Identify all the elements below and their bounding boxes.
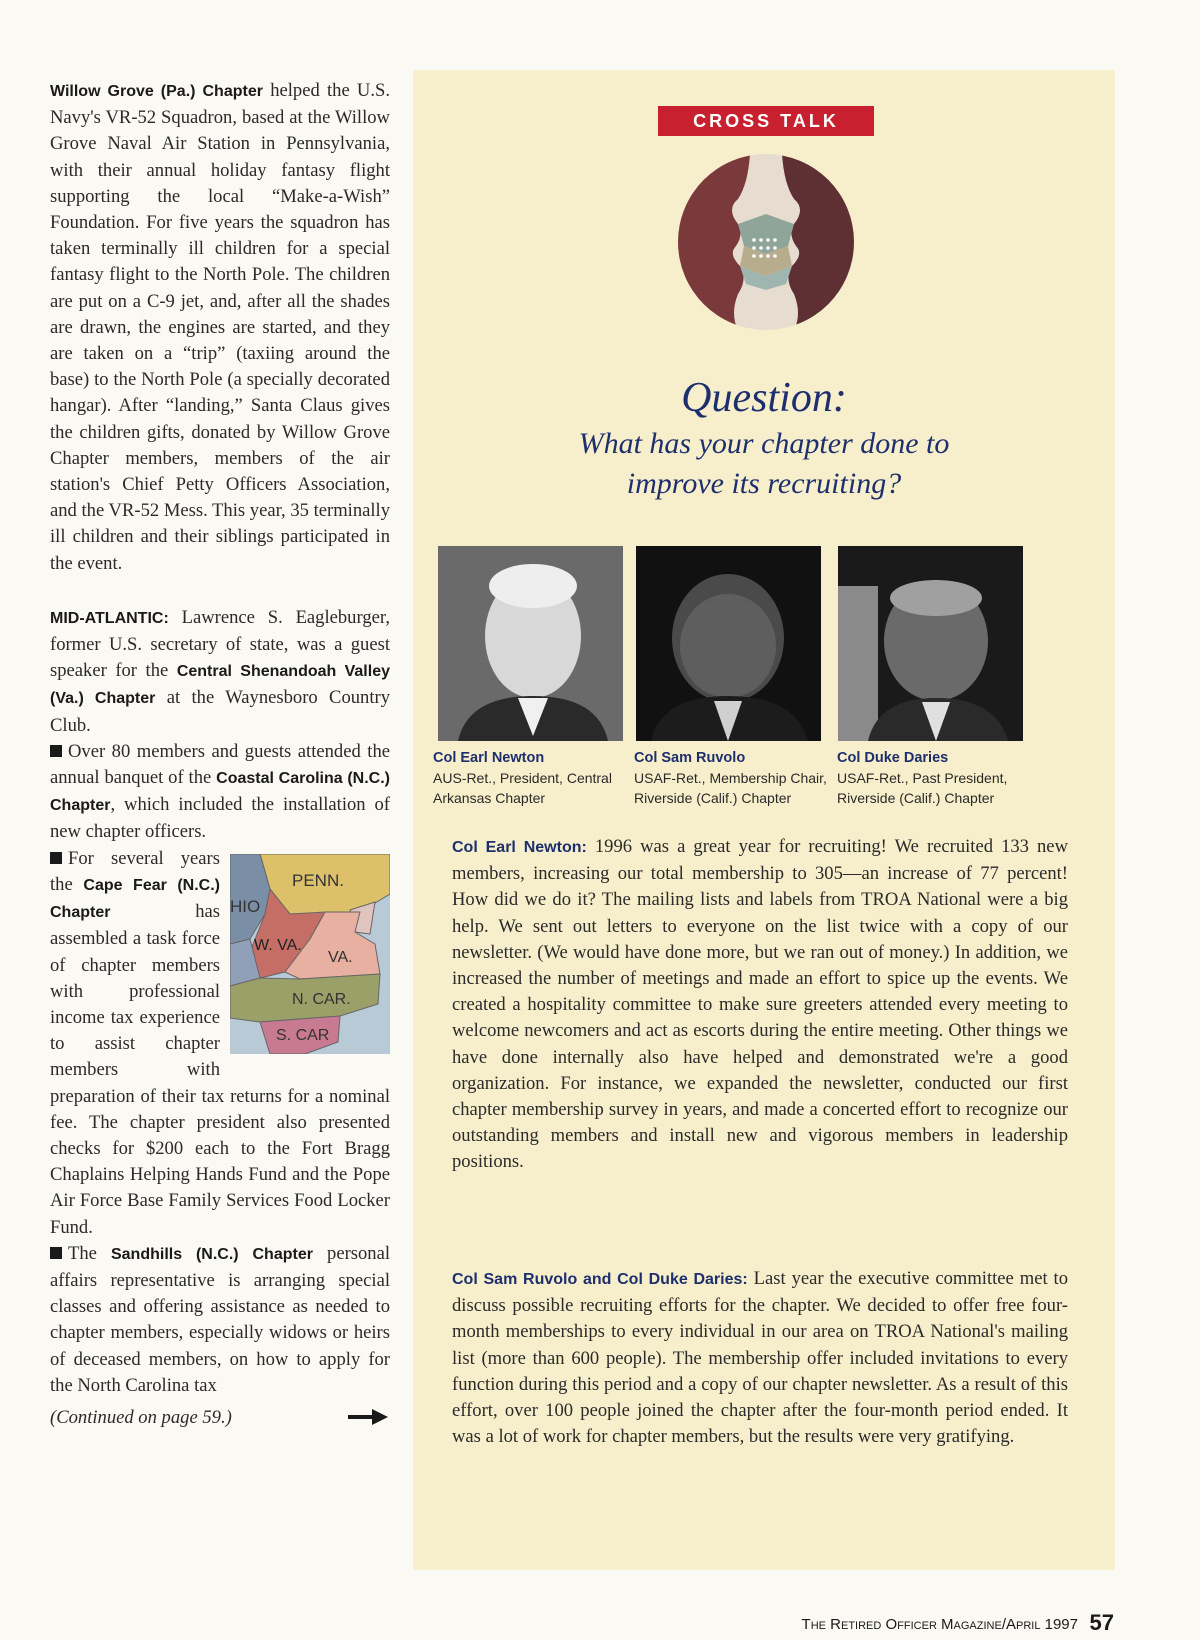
paragraph-text: personal affairs representative is arranging special classes and offering assistance as needed to chapter members, especially widows or heirs of deceased members, on how to apply for the North Carolina tax [50,1242,391,1396]
person-name: Col Duke Daries [837,750,949,766]
regional-map [230,854,390,1054]
person-chapter: Riverside (Calif.) Chapter [837,790,995,806]
arrow-right-icon [348,1409,388,1425]
bullet-square-icon [50,852,62,864]
person-chapter: Riverside (Calif.) Chapter [634,790,792,806]
caption-ruvolo [634,748,834,808]
chapter-name: Cape Fear (N.C.) Chapter [50,876,220,922]
question-line: What has your chapter done to [578,427,950,460]
continued-note [50,1405,390,1431]
map-label: VA. [328,948,353,966]
sandhills-paragraph [50,1241,390,1399]
chapter-name: Coastal Carolina (N.C.) Chapter [50,770,390,815]
portrait-photo-daries [838,546,1023,741]
map-label: S. CAR [276,1026,330,1044]
question-title: Question: [681,375,847,421]
paragraph-text: has assembled a task force of chapter members with professional income tax experience to assist chapter members with preparation of their tax returns for a nominal fee. The chapter president also presented checks for $200 each to the Fort Bragg Chaplains Helping Hands Fund and the Pope Air Force Base Family Services Food Locker Fund. [50,901,390,1238]
section-label: CROSS TALK [658,106,874,136]
caption-newton [433,748,633,808]
running-footer: The Retired Officer Magazine/April 1997 [801,1616,1078,1633]
region-heading: MID-ATLANTIC: [50,609,169,627]
bullet-square-icon [50,1247,62,1259]
paragraph-text: The [68,1242,111,1264]
question-text [413,424,1115,504]
person-title: AUS-Ret., President, Central [433,770,612,786]
answer-speaker: Col Earl Newton: [452,839,587,856]
person-chapter: Arkansas Chapter [433,790,546,806]
cross-talk-panel [413,70,1115,1570]
answer-text: Last year the executive committee met to discuss possible recruiting efforts for the chapter. We decided to offer free four-month memberships to every individual in our area on TROA National's mailing list (more than 600 people). The membership offer included invitations to every function during this period and a copy of our chapter newsletter. As a result of this effort, over 100 people joined the chapter after the four-month period ended. It was a lot of work for chapter members, but the results were very gratifying. [452,1268,1068,1448]
paragraph-text: For several years the [50,847,220,895]
portrait-photo-newton [438,546,623,741]
continued-text: (Continued on page 59.) [50,1406,232,1428]
mid-atlantic-paragraph [50,605,390,739]
chapter-name: Sandhills (N.C.) Chapter [110,1245,313,1263]
map-label: N. CAR. [292,990,351,1008]
paragraph-text: at the Waynesboro Country Club. [50,687,390,736]
cape-fear-paragraph [50,846,390,1241]
paragraph-text: helped the U.S. Navy's VR-52 Squadron, based at the Willow Grove Naval Air Station in Pennsylvania, with their annual holiday fantasy flight supporting the local “Make-a-Wish” Foundation. For five years the squadron has taken terminally ill children for a special fantasy flight to the North Pole. The children are put on a C-9 jet, and, after all the shades are drawn, the engines are started, and they are taken on a “trip” (taxiing around the base) to the North Pole (a specially decorated hangar). After “landing,” Santa Claus gives the children gifts, donated by Willow Grove Chapter members, members of the air station's Chief Petty Officers Association, and the VR-52 Mess. This year, 35 terminally ill children and their siblings participated in the event. [50,80,390,574]
answer-newton [452,834,1068,1176]
left-column [50,78,390,1431]
coastal-carolina-paragraph [50,739,390,846]
paragraph-text: Lawrence S. Eagleburger, former U.S. secretary of state, was a guest speaker for the [50,606,390,682]
person-name: Col Earl Newton [433,750,545,766]
chapter-name: Central Shenandoah Valley (Va.) Chapter [50,663,390,708]
paragraph-text: Over 80 members and guests attended the annual banquet of the [50,740,390,789]
paragraph-text: , which included the installation of new chapter officers. [50,794,390,843]
map-label: HIO [230,896,261,916]
chapter-name: Willow Grove (Pa.) Chapter [50,83,263,100]
answer-ruvolo-daries [452,1266,1068,1450]
page-number: 57 [1089,1610,1114,1635]
bullet-square-icon [50,745,62,757]
question-line: improve its recruiting? [626,467,902,500]
map-label: PENN. [292,870,344,890]
portrait-photo-ruvolo [636,546,821,741]
answer-text: 1996 was a great year for recruiting! We recruited 133 new members, increasing our total membership to 305—an increase of 77 percent! How did we do it? The mailing lists and labels from TROA National were a big help. We sent out letters to everyone on the list twice with a copy of our newsletter. (We would have done more, but we ran out of money.) In addition, we increased the number of meetings and made an effort to spice up the events. We created a hospitality committee to make sure greeters attended every meeting to welcome newcomers and act as escorts during the entire meeting. Other things we have done internally also have helped and demonstrated we're a good organization. For instance, we expanded the newsletter, conducted our first chapter membership survey in years, and made a concerted effort to recognize our outstanding members and install new and vigorous members in leadership positions. [452,836,1068,1173]
person-name: Col Sam Ruvolo [634,750,746,766]
map-label: W. VA. [254,936,302,954]
person-title: USAF-Ret., Membership Chair, [634,770,827,786]
caption-daries [837,748,1037,808]
willow-grove-paragraph [50,78,390,577]
faces-vase-logo-icon [678,154,854,330]
person-title: USAF-Ret., Past President, [837,770,1008,786]
answer-speaker: Col Sam Ruvolo and Col Duke Daries: [452,1271,748,1288]
